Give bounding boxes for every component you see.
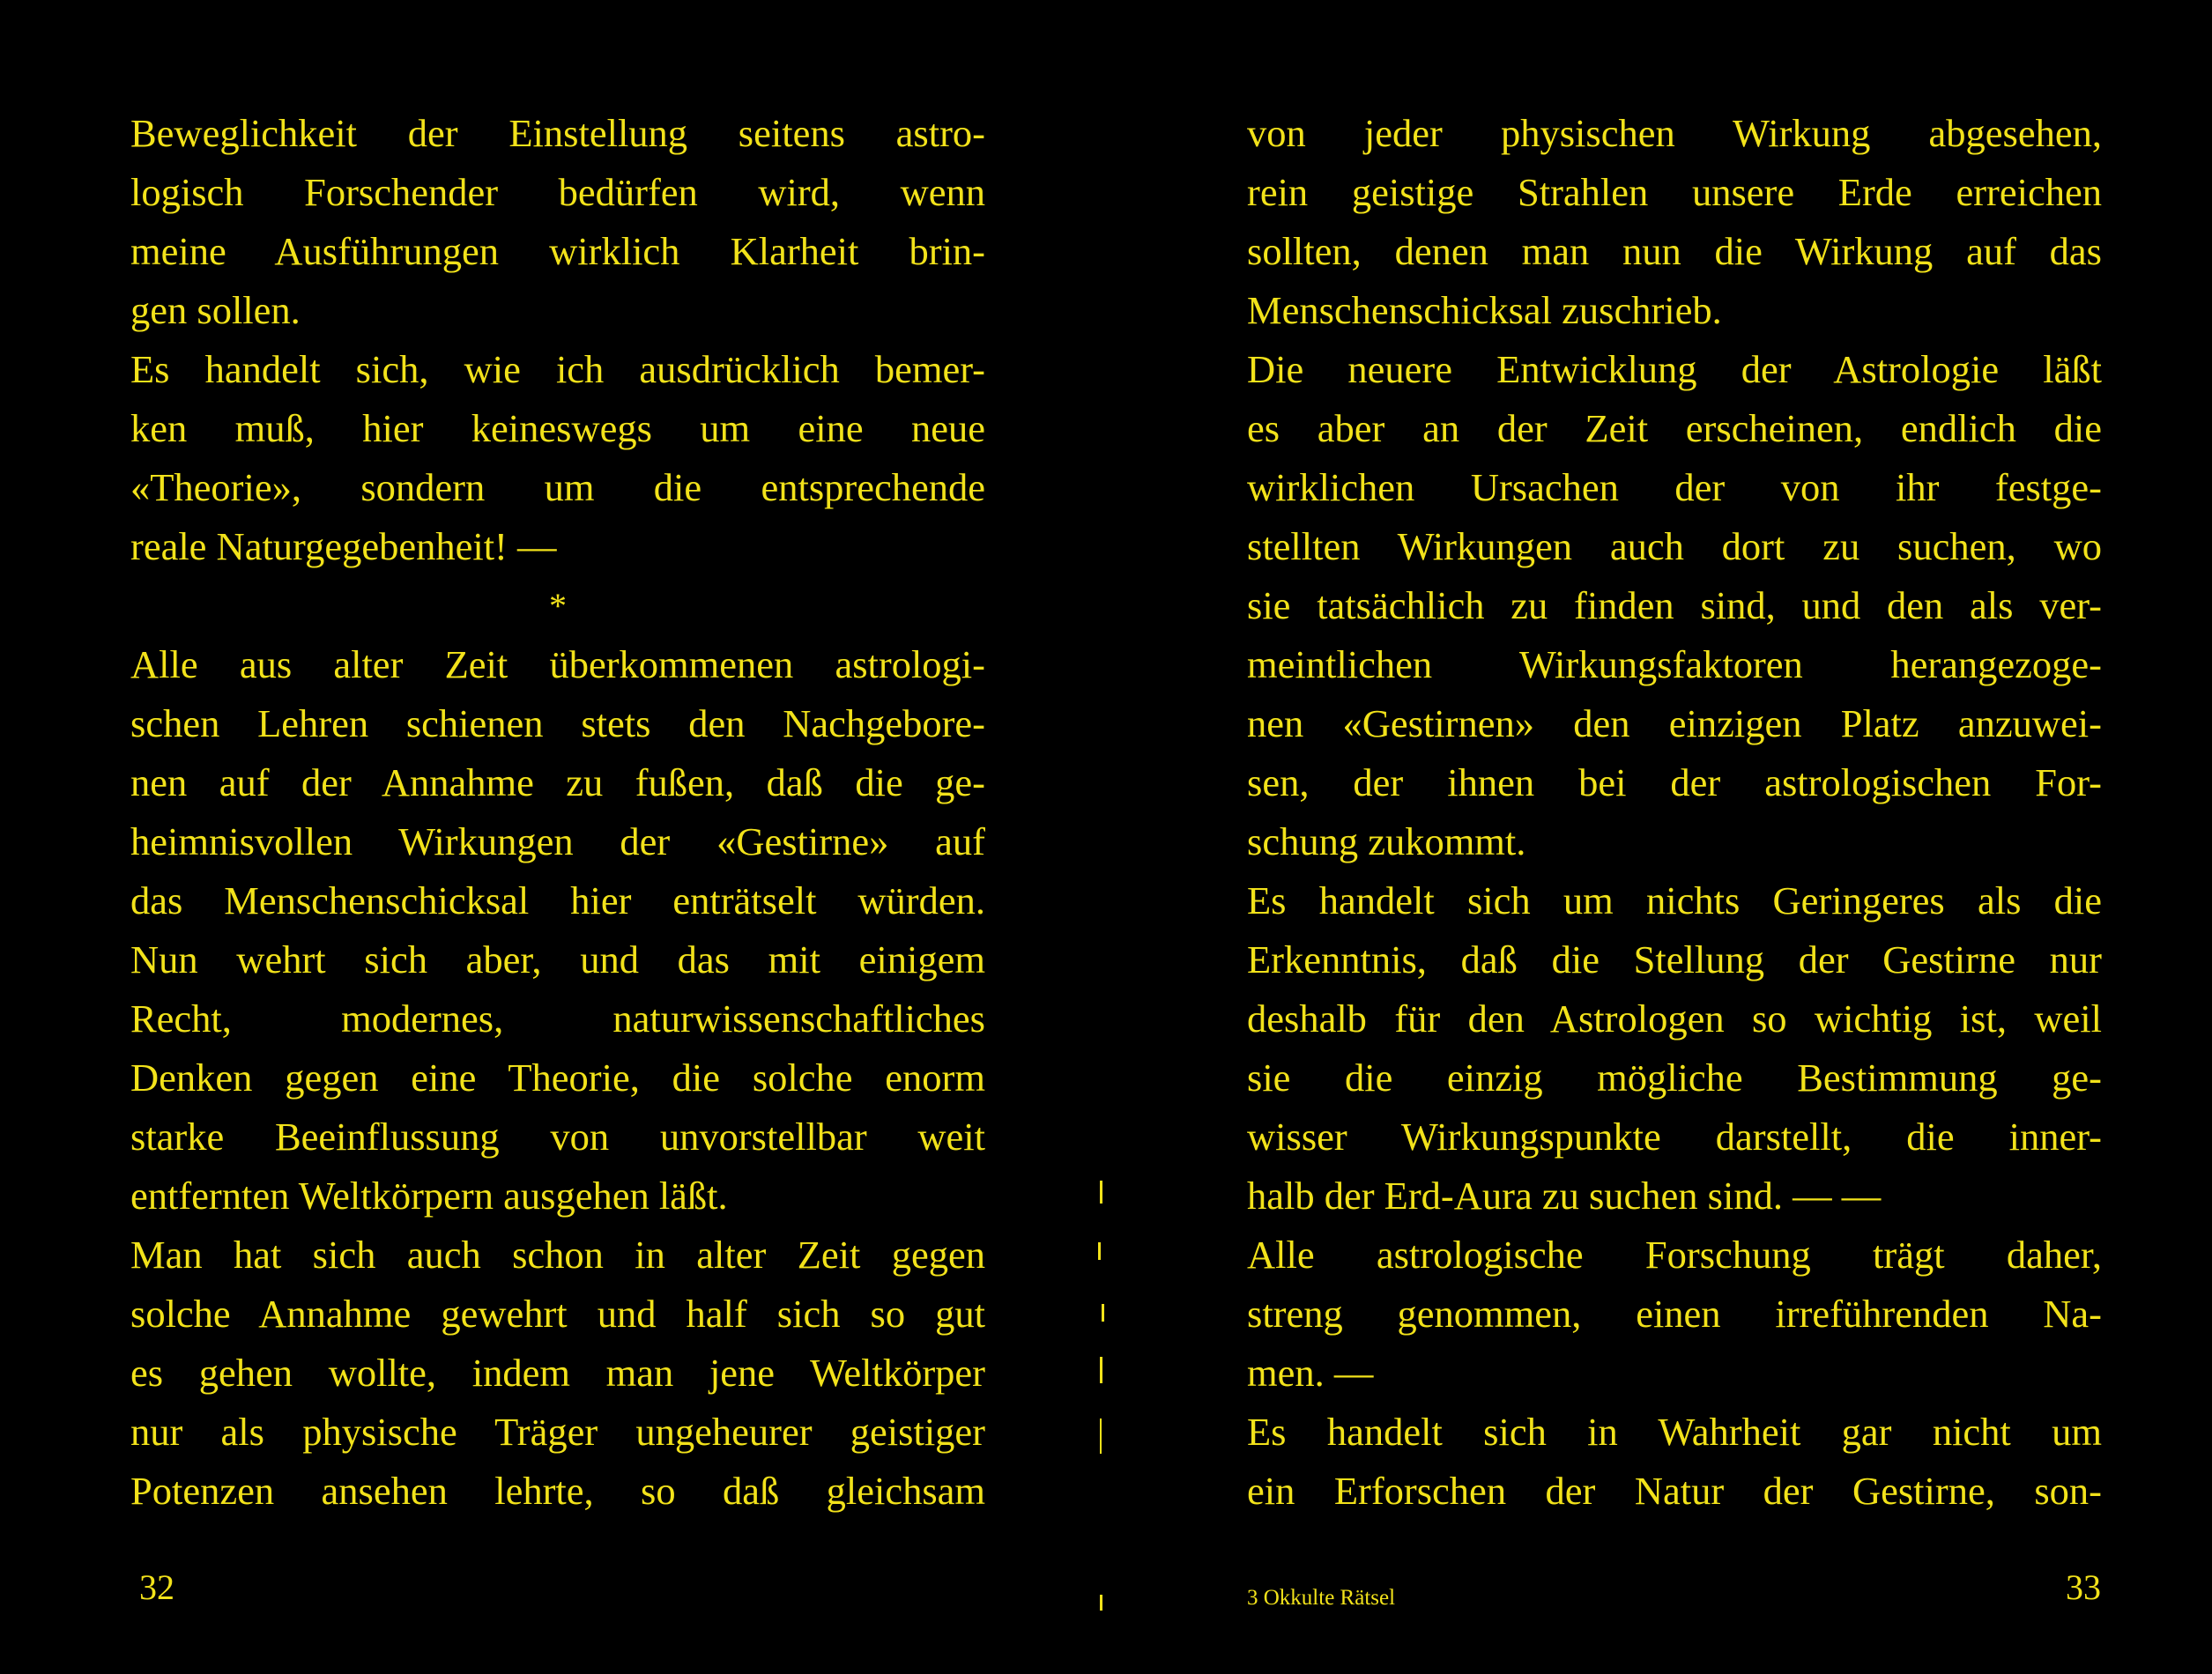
text-line: Denken gegen eine Theorie, die solche enorm [130,1056,985,1100]
text-line: nen auf der Annahme zu fußen, daß die ge- [130,760,985,804]
text-line: Es handelt sich in Wahrheit gar nicht um [1247,1410,2102,1454]
right-page-text [1247,104,2102,1521]
gutter-mark [1100,1181,1102,1204]
text-line: wisser Wirkungspunkte darstellt, die inner- [1247,1115,2102,1159]
text-line: nen «Gestirnen» den einzigen Platz anzuwei- [1247,701,2102,745]
page-number-left: 32 [139,1567,174,1607]
text-line: meintlichen Wirkungsfaktoren herangezoge- [1247,642,2102,686]
text-line: heimnisvollen Wirkungen der «Gestirne» auf [130,819,985,863]
text-line: Die neuere Entwicklung der Astrologie läßt [1247,347,2102,391]
text-line: sen, der ihnen bei der astrologischen For- [1247,760,2102,804]
text-line: Recht, modernes, naturwissenschaftliches [130,996,985,1041]
text-line: schung zukommt. [1247,819,1526,863]
text-line: schen Lehren schienen stets den Nachgebore- [130,701,985,745]
text-line: sie tatsächlich zu finden sind, und den als ver- [1247,583,2102,627]
text-line: Es handelt sich, wie ich ausdrücklich bemer- [130,347,985,391]
text-line: Potenzen ansehen lehrte, so daß gleichsam [130,1469,985,1513]
text-line: von jeder physischen Wirkung abgesehen, [1247,111,2102,155]
text-line: es aber an der Zeit erscheinen, endlich die [1247,406,2102,450]
signature-mark: 3 Okkulte Rätsel [1247,1586,1396,1610]
text-line: «Theorie», sondern um die entsprechende [130,465,985,509]
text-line: men. — [1247,1351,1374,1395]
gutter-mark [1100,1595,1102,1611]
text-line: Nun wehrt sich aber, und das mit einigem [130,937,985,981]
text-line: sollten, denen man nun die Wirkung auf das [1247,229,2102,273]
text-line: rein geistige Strahlen unsere Erde erreichen [1247,170,2102,214]
right-page [1106,0,2212,1674]
text-line: nur als physische Träger ungeheurer geistiger [130,1410,985,1454]
text-line: ken muß, hier keineswegs um eine neue [130,406,985,450]
text-line: das Menschenschicksal hier enträtselt würden. [130,878,985,922]
text-line: starke Beeinflussung von unvorstellbar weit [130,1115,985,1159]
text-line: reale Naturgegebenheit! — [130,524,557,568]
text-line: gen sollen. [130,288,301,332]
text-line: Beweglichkeit der Einstellung seitens astro- [130,111,985,155]
text-line: streng genommen, einen irreführenden Na- [1247,1292,2102,1336]
text-line: entfernten Weltkörpern ausgehen läßt. [130,1174,728,1218]
text-line: solche Annahme gewehrt und half sich so gut [130,1292,985,1336]
text-line: Erkenntnis, daß die Stellung der Gestirne nur [1247,937,2102,981]
gutter-mark [1102,1304,1104,1322]
text-line: ein Erforschen der Natur der Gestirne, son- [1247,1469,2102,1513]
text-line: stellten Wirkungen auch dort zu suchen, wo [1247,524,2102,568]
text-line: halb der Erd-Aura zu suchen sind. — — [1247,1174,1882,1218]
text-line: logisch Forschender bedürfen wird, wenn [130,170,985,214]
text-line: deshalb für den Astrologen so wichtig ist, weil [1247,996,2102,1041]
section-divider-asterisk: * [549,586,567,626]
text-line: wirklichen Ursachen der von ihr festge- [1247,465,2102,509]
gutter-mark [1100,1357,1102,1383]
text-line: Menschenschicksal zuschrieb. [1247,288,1722,332]
left-page-text [130,104,985,1521]
text-line: Man hat sich auch schon in alter Zeit gegen [130,1233,985,1277]
text-line: sie die einzig mögliche Bestimmung ge- [1247,1056,2102,1100]
text-line: Es handelt sich um nichts Geringeres als die [1247,878,2102,922]
gutter-mark [1098,1242,1101,1260]
text-line: Alle aus alter Zeit überkommenen astrologi- [130,642,985,686]
page-number-right: 33 [2066,1567,2101,1607]
gutter-mark [1100,1418,1102,1454]
text-line: Alle astrologische Forschung trägt daher, [1247,1233,2102,1277]
text-line: es gehen wollte, indem man jene Weltkörper [130,1351,985,1395]
text-line: meine Ausführungen wirklich Klarheit brin- [130,229,985,273]
